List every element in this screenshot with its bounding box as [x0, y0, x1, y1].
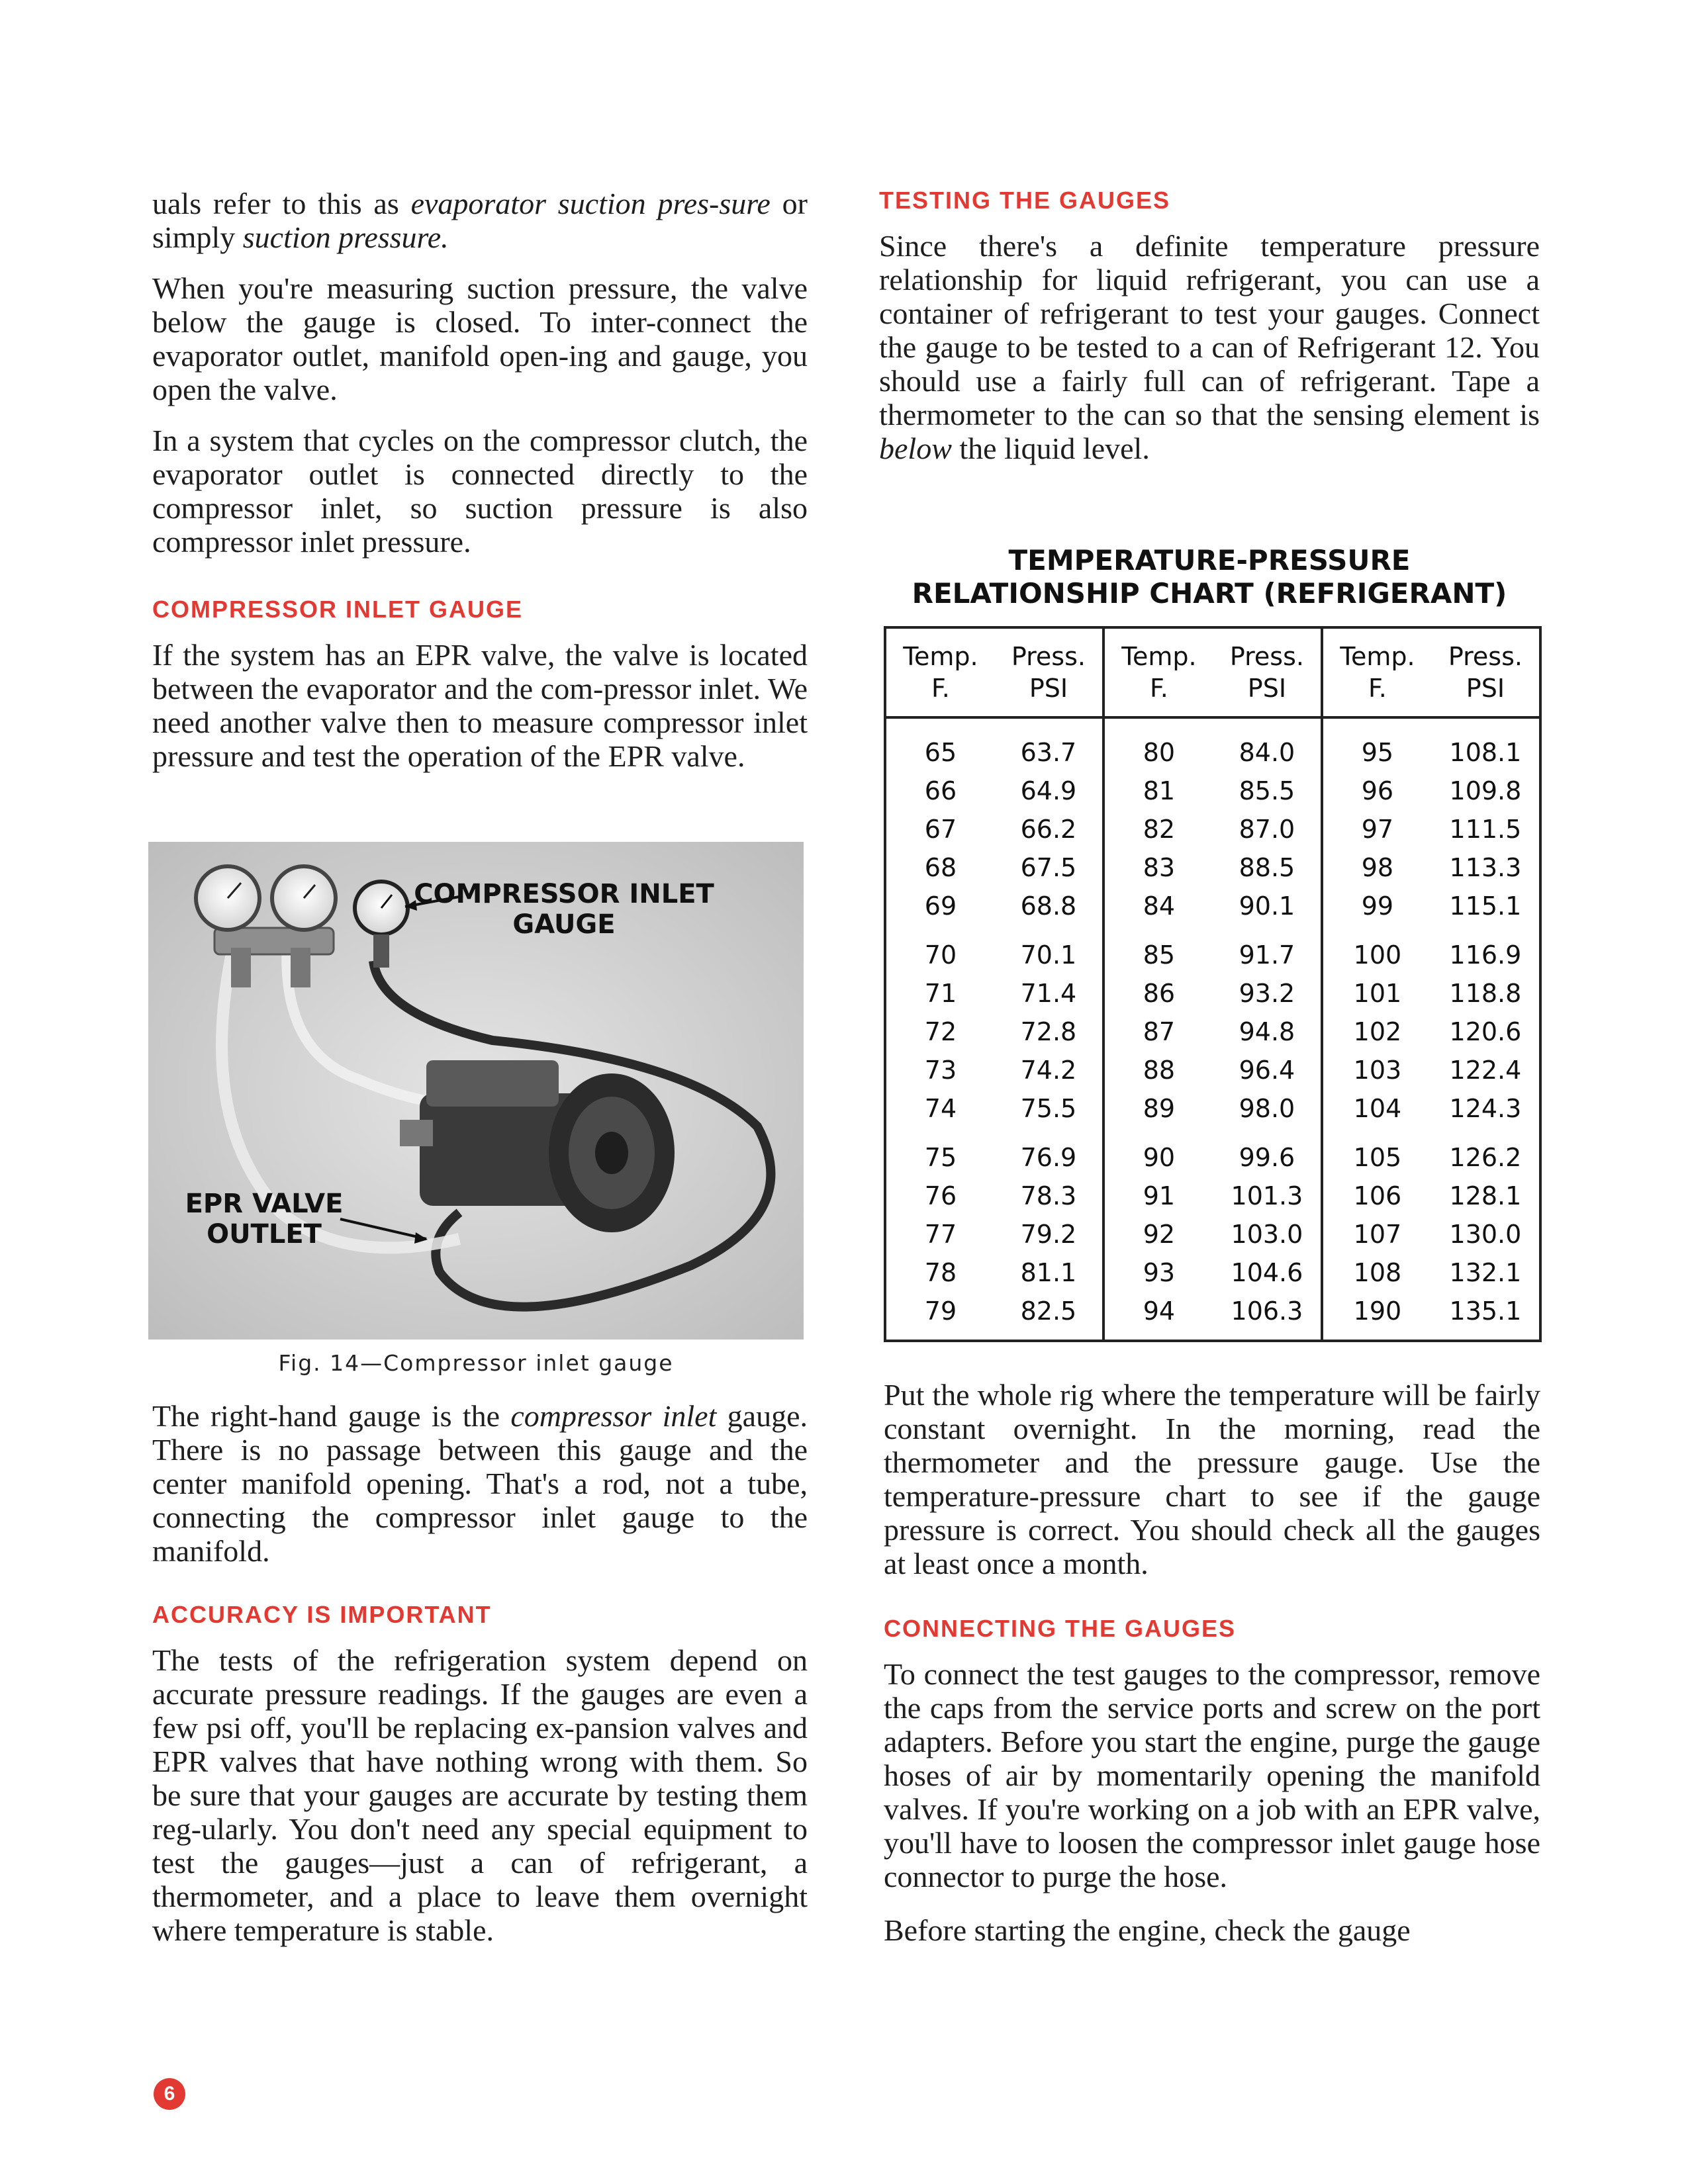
table-cell: 94.8 — [1213, 1013, 1322, 1051]
right-column-top — [879, 187, 1540, 482]
label-gauge: GAUGE — [512, 909, 616, 940]
table-cell: 76 — [924, 1181, 957, 1210]
table-cell: 111.5 — [1449, 815, 1522, 844]
table-cell: 108.1 — [1449, 738, 1522, 767]
table-row — [885, 1013, 1540, 1051]
table-cell: 98 — [1361, 853, 1394, 882]
table-cell: 113.3 — [1449, 853, 1522, 882]
table-cell: 130.0 — [1449, 1220, 1522, 1249]
table-cell: 78.3 — [995, 1177, 1103, 1215]
table-cell: 122.4 — [1449, 1056, 1522, 1085]
table-cell: 95 — [1361, 738, 1394, 767]
table-cell: 65 — [924, 738, 957, 767]
table-cell: 97 — [1361, 815, 1394, 844]
table-cell: 108 — [1353, 1258, 1402, 1287]
label-epr-valve: EPR VALVE — [185, 1189, 344, 1219]
table-cell: 96.4 — [1213, 1051, 1322, 1089]
table-cell: 101 — [1353, 979, 1402, 1008]
table-cell: 66 — [924, 776, 957, 805]
table-cell: 64.9 — [995, 772, 1103, 810]
table-cell: 102 — [1353, 1017, 1402, 1046]
center-gauge-icon — [272, 866, 336, 930]
table-cell: 105 — [1353, 1143, 1402, 1172]
table-row — [885, 974, 1540, 1013]
chart-title — [879, 544, 1540, 610]
paragraph-epr-valve: If the system has an EPR valve, the valve is located between the evaporator and the com-pressor inlet. We need another valve then to measure compressor inlet pressure and test the operation of the EPR valve. — [152, 638, 808, 773]
table-cell: 91.7 — [1213, 925, 1322, 974]
paragraph-accuracy: The tests of the refrigeration system depend on accurate pressure readings. If the gauges are even a few psi off, you'll be replacing ex-pansion valves and EPR valves that have nothing wrong with them. So be sure that your gauges are accurate by testing them reg-ularly. You don't need any special equipment to test the gauges—just a can of refrigerant, a thermometer, and a place to leave them overnight where temperature is stable. — [152, 1643, 808, 1947]
heading-connecting-the-gauges: CONNECTING THE GAUGES — [884, 1615, 1237, 1642]
table-cell: 82 — [1143, 815, 1176, 844]
table-cell: 115.1 — [1449, 891, 1522, 921]
table-cell: 93.2 — [1213, 974, 1322, 1013]
table-row — [885, 772, 1540, 810]
table-row — [885, 1177, 1540, 1215]
table-cell: 80 — [1143, 738, 1176, 767]
table-row — [885, 1253, 1540, 1292]
table-cell: 79 — [924, 1297, 957, 1326]
table-cell: 103.0 — [1213, 1215, 1322, 1253]
table-cell: 85 — [1143, 940, 1176, 970]
table-row — [885, 1128, 1540, 1177]
table-cell: 67 — [924, 815, 957, 844]
table-cell: 96 — [1361, 776, 1394, 805]
table-cell: 88 — [1143, 1056, 1176, 1085]
table-cell: 126.2 — [1449, 1143, 1522, 1172]
table-cell: 104 — [1353, 1094, 1402, 1123]
paragraph-connecting: To connect the test gauges to the compressor, remove the caps from the service ports and screw on the port adapters. Before you start the engine, purge the gauge hoses of air by momentarily opening the manifold valves. If you're working on a job with an EPR valve, you'll have to loosen the compressor inlet gauge hose connector to purge the hose. — [884, 1657, 1540, 1893]
table-cell: 74.2 — [995, 1051, 1103, 1089]
compressor-gauge-photo — [148, 842, 804, 1340]
chart-title-line1: TEMPERATURE-PRESSURE — [1008, 544, 1411, 576]
header-press-1: Press. PSI — [995, 627, 1103, 717]
table-cell: 76.9 — [995, 1128, 1103, 1177]
page-number: 6 — [154, 2078, 185, 2110]
table-cell: 88.5 — [1213, 848, 1322, 887]
paragraph-suction-intro: uals refer to this as evaporator suction pres-sure or simply suction pressure. — [152, 187, 808, 254]
table-cell: 71.4 — [995, 974, 1103, 1013]
table-cell: 100 — [1353, 940, 1402, 970]
table-cell: 81 — [1143, 776, 1176, 805]
table-cell: 104.6 — [1213, 1253, 1322, 1292]
table-cell: 99 — [1361, 891, 1394, 921]
table-cell: 72 — [924, 1017, 957, 1046]
table-cell: 66.2 — [995, 810, 1103, 848]
table-row — [885, 810, 1540, 848]
paragraph-measuring-suction: When you're measuring suction pressure, the valve below the gauge is closed. To inter-connect the evaporator outlet, manifold open-ing and gauge, you open the valve. — [152, 271, 808, 406]
table-cell: 91 — [1143, 1181, 1176, 1210]
label-compressor-inlet-gauge: COMPRESSOR INLET — [414, 879, 714, 909]
table-row — [885, 1051, 1540, 1089]
table-cell: 99.6 — [1213, 1128, 1322, 1177]
table-cell: 107 — [1353, 1220, 1402, 1249]
table-cell: 86 — [1143, 979, 1176, 1008]
table-cell: 79.2 — [995, 1215, 1103, 1253]
table-cell: 94 — [1143, 1297, 1176, 1326]
table-cell: 92 — [1143, 1220, 1176, 1249]
table-cell: 75 — [924, 1143, 957, 1172]
table-cell: 106 — [1353, 1181, 1402, 1210]
table-cell: 124.3 — [1449, 1094, 1522, 1123]
table-cell: 116.9 — [1449, 940, 1522, 970]
table-row — [885, 1292, 1540, 1341]
table-cell: 63.7 — [995, 717, 1103, 772]
table-cell: 87 — [1143, 1017, 1176, 1046]
table-cell: 82.5 — [995, 1292, 1103, 1341]
table-cell: 75.5 — [995, 1089, 1103, 1128]
table-cell: 135.1 — [1449, 1297, 1522, 1326]
table-cell: 70 — [924, 940, 957, 970]
left-column-top — [152, 187, 808, 790]
table-cell: 72.8 — [995, 1013, 1103, 1051]
table-cell: 128.1 — [1449, 1181, 1522, 1210]
table-header-row — [885, 627, 1540, 717]
temperature-pressure-table — [884, 626, 1542, 1342]
heading-testing-the-gauges: TESTING THE GAUGES — [879, 187, 1171, 214]
figure-caption: Fig. 14—Compressor inlet gauge — [278, 1350, 674, 1376]
table-cell: 93 — [1143, 1258, 1176, 1287]
table-cell: 132.1 — [1449, 1258, 1522, 1287]
table-cell: 70.1 — [995, 925, 1103, 974]
table-cell: 85.5 — [1213, 772, 1322, 810]
table-row — [885, 848, 1540, 887]
chart-title-line2: RELATIONSHIP CHART (REFRIGERANT) — [912, 577, 1507, 610]
table-cell: 84 — [1143, 891, 1176, 921]
left-column-bottom — [152, 1399, 808, 1964]
table-row — [885, 887, 1540, 925]
table-cell: 190 — [1353, 1297, 1402, 1326]
table-cell: 71 — [924, 979, 957, 1008]
table-cell: 78 — [924, 1258, 957, 1287]
left-gauge-icon — [196, 866, 259, 930]
header-press-3: Press. PSI — [1432, 627, 1540, 717]
table-cell: 67.5 — [995, 848, 1103, 887]
table-cell: 103 — [1353, 1056, 1402, 1085]
table-cell: 77 — [924, 1220, 957, 1249]
label-outlet: OUTLET — [207, 1219, 322, 1250]
table-cell: 81.1 — [995, 1253, 1103, 1292]
paragraph-whole-rig: Put the whole rig where the temperature will be fairly constant overnight. In the morning, read the thermometer and the pressure gauge. Use the temperature-pressure chart to see if the gauge pressure is correct. You should check all the gauges at least once a month. — [884, 1378, 1540, 1580]
header-temp-2: Temp. F. — [1103, 627, 1213, 717]
heading-compressor-inlet-gauge: COMPRESSOR INLET GAUGE — [152, 596, 524, 623]
heading-accuracy-is-important: ACCURACY IS IMPORTANT — [152, 1601, 492, 1628]
table-cell: 106.3 — [1213, 1292, 1322, 1341]
table-cell: 74 — [924, 1094, 957, 1123]
table-cell: 89 — [1143, 1094, 1176, 1123]
table-row — [885, 925, 1540, 974]
table-cell: 87.0 — [1213, 810, 1322, 848]
header-temp-3: Temp. F. — [1322, 627, 1432, 717]
table-cell: 101.3 — [1213, 1177, 1322, 1215]
table-row — [885, 1215, 1540, 1253]
table-row — [885, 717, 1540, 772]
header-temp-1: Temp. F. — [885, 627, 995, 717]
table-cell: 120.6 — [1449, 1017, 1522, 1046]
table-body — [885, 717, 1540, 1341]
table-cell: 69 — [924, 891, 957, 921]
right-column-bottom — [884, 1378, 1540, 1964]
table-cell: 68 — [924, 853, 957, 882]
paragraph-right-hand-gauge: The right-hand gauge is the compressor inlet gauge. There is no passage between this gauge and the center manifold opening. That's a rod, not a tube, connecting the compressor inlet gauge to the manifold. — [152, 1399, 808, 1568]
paragraph-cycles-clutch: In a system that cycles on the compressor clutch, the evaporator outlet is connected directly to the compressor inlet, so suction pressure is also compressor inlet pressure. — [152, 424, 808, 559]
table-cell: 73 — [924, 1056, 957, 1085]
table-cell: 98.0 — [1213, 1089, 1322, 1128]
table-cell: 118.8 — [1449, 979, 1522, 1008]
table-row — [885, 1089, 1540, 1128]
table-cell: 90.1 — [1213, 887, 1322, 925]
table-cell: 68.8 — [995, 887, 1103, 925]
paragraph-before-starting: Before starting the engine, check the gauge — [884, 1913, 1411, 1947]
table-cell: 90 — [1143, 1143, 1176, 1172]
header-press-2: Press. PSI — [1213, 627, 1322, 717]
table-cell: 109.8 — [1449, 776, 1522, 805]
table-cell: 83 — [1143, 853, 1176, 882]
table-cell: 84.0 — [1213, 717, 1322, 772]
paragraph-testing: Since there's a definite temperature pressure relationship for liquid refrigerant, you can use a container of refrigerant to test your gauges. Connect the gauge to be tested to a can of Refrigerant 12. You should use a fairly full can of refrigerant. Tape a thermometer to the can so that the sensing element is below the liquid level. — [879, 229, 1540, 465]
